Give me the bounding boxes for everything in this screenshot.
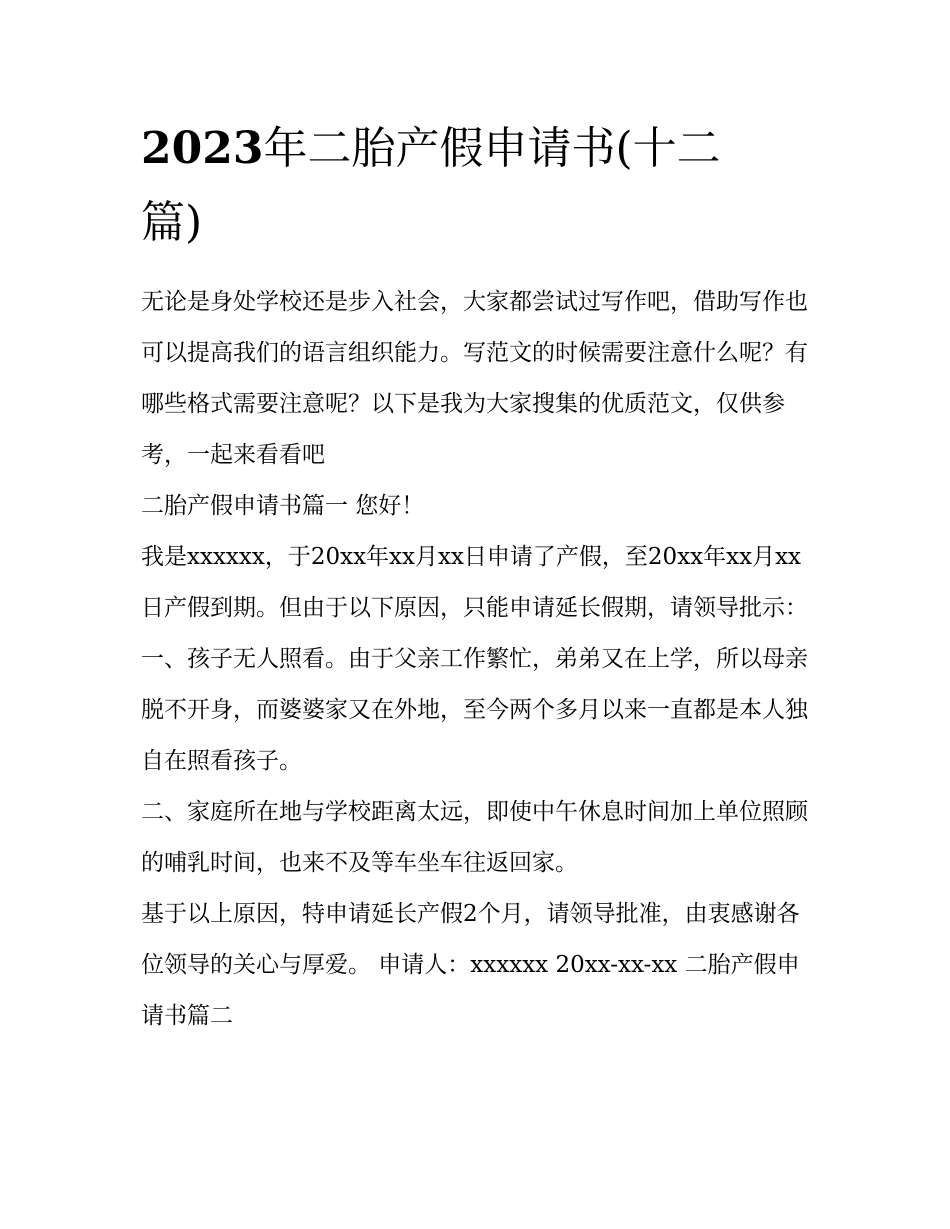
title-text: 年二胎产假申请书(十二篇) xyxy=(141,123,721,248)
document-body xyxy=(141,112,821,1042)
reason-one-paragraph: 一、孩子无人照看。由于父亲工作繁忙，弟弟又在上学，所以母亲脱不开身，而婆婆家又在外地，至今两个多月以来一直都是本人独自在照看孩子。 xyxy=(141,646,808,774)
request-paragraph: 我是xxxxxx，于20xx年xx月xx日申请了产假，至20xx年xx月xx日产假到期。但由于以下原因，只能申请延长假期，请领导批示： xyxy=(141,544,808,621)
title-year: 2023 xyxy=(141,123,264,174)
closing-paragraph: 基于以上原因，特申请延长产假2个月，请领导批准，由衷感谢各位领导的关心与厚爱。 申请人：xxxxxx 20xx-xx-xx 二胎产假申请书篇二 xyxy=(141,901,800,1029)
document-title xyxy=(141,112,781,260)
reason-two-paragraph: 二、家庭所在地与学校距离太远，即使中午休息时间加上单位照顾的哺乳时间，也来不及等车坐车往返回家。 xyxy=(141,799,808,876)
intro-paragraph: 无论是身处学校还是步入社会，大家都尝试过写作吧，借助写作也可以提高我们的语言组织能力。写范文的时候需要注意什么呢？有哪些格式需要注意呢？以下是我为大家搜集的优质范文，仅供参考，一起来看看吧 xyxy=(141,289,808,468)
section-heading-greeting: 二胎产假申请书篇一 您好！ xyxy=(141,493,425,519)
